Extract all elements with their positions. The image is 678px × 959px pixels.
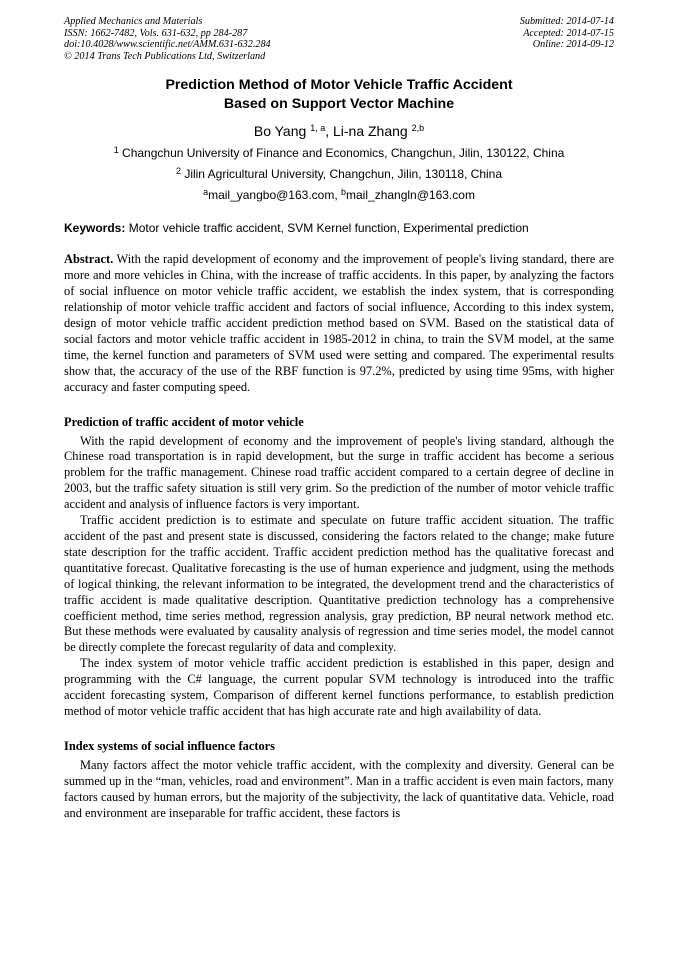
section2-paragraph-1: Many factors affect the motor vehicle traffic accident, with the complexity and diversity. General can be summed up in the “man, vehicles, road and environment”. Man in a traffic accident is even main factors, many factors caused by human errors, but the majority of the subjectivity, the lack of quantitative data. Vehicle, road and environment are inseparable for traffic accident, these factors is <box>64 757 614 820</box>
author-list <box>64 122 614 140</box>
journal-issn: ISSN: 1662-7482, Vols. 631-632, pp 284-287 <box>64 27 248 39</box>
abstract-text: With the rapid development of economy and the improvement of people's living standard, there are more and more vehicles in China, with the increase of traffic accidents. In this paper, by analyzing the factors of social influence on motor vehicle traffic accident, we establish the index system, that is corresponding relationship of motor vehicle traffic accident and factors of social influence, According to this index system, design of motor vehicle traffic accident prediction method based on SVM. Based on the statistical data of social factors and motor vehicle traffic accident in 1985-2012 in china, to train the SVM model, at the same time, the kernel function and parameters of SVM used were setting and compared. The experimental results show that, the accuracy of the use of the RBF function is 97.2%, predicted by using time 95ms, with higher accuracy and faster computing speed. <box>64 252 614 394</box>
keywords-text: Motor vehicle traffic accident, SVM Kernel function, Experimental prediction <box>125 221 529 236</box>
author-emails <box>64 188 614 203</box>
author-1-sup: 1, a <box>310 123 326 134</box>
journal-info <box>64 16 271 62</box>
keywords <box>64 221 614 236</box>
affiliation-2-text: Jilin Agricultural University, Changchun, Jilin, 130118, China <box>184 167 503 182</box>
email-b-sup: b <box>341 187 347 198</box>
keywords-label: Keywords: <box>64 221 126 236</box>
author-2-sup: 2,b <box>411 123 425 134</box>
email-a: mail_yangbo@163.com, <box>208 188 341 203</box>
journal-name: Applied Mechanics and Materials <box>64 16 203 27</box>
accepted-date: Accepted: 2014-07-15 <box>523 27 614 39</box>
submitted-date: Submitted: 2014-07-14 <box>519 16 614 27</box>
submission-dates <box>520 16 614 62</box>
author-separator: , <box>325 123 333 140</box>
title-line-2: Based on Support Vector Machine <box>223 96 455 113</box>
abstract <box>64 252 614 395</box>
author-2-name: Li-na Zhang <box>332 123 408 140</box>
abstract-label: Abstract. <box>64 252 114 267</box>
section-heading-prediction: Prediction of traffic accident of motor vehicle <box>64 414 304 429</box>
affiliation-1-text: Changchun University of Finance and Economics, Changchun, Jilin, 130122, China <box>122 146 565 161</box>
journal-copyright: © 2014 Trans Tech Publications Ltd, Switzerland <box>64 50 266 62</box>
paper-page <box>64 16 614 821</box>
section-heading-index-systems: Index systems of social influence factors <box>64 738 275 753</box>
affiliation-1-sup: 1 <box>113 145 119 156</box>
affiliation-1 <box>64 146 614 161</box>
affiliation-2 <box>64 167 614 182</box>
section1-paragraph-2: Traffic accident prediction is to estimate and speculate on future traffic accident situation. The traffic accident of the past and present state is discussed, considering the factors related to the change; make future state description for the traffic accident. Traffic accident prediction method has the qualitative forecast and quantitative forecast. Qualitative forecasting is the use of human experience and judgment, using the methods of logical thinking, the relevant information to be integrated, the development trend and the characteristics of traffic accident is made qualitative description. Quantitative prediction technology has a comprehensive coefficient method, time series method, regression analysis, gray prediction, BP neural network method etc. But these methods were evaluated by causality analysis of regression and time series model, the model cannot be directly complete the forecast regularity of data and complexity. <box>64 513 614 655</box>
online-date: Online: 2014-09-12 <box>532 39 614 51</box>
paper-title <box>64 76 614 114</box>
section1-paragraph-3: The index system of motor vehicle traffic accident prediction is established in this paper, design and programming with the C# language, the current popular SVM technology is introduced into the traffic accident forecasting system, Comparison of different kernel functions performance, to establish prediction method of motor vehicle traffic accident that has high accurate rate and high availability of data. <box>64 656 614 718</box>
journal-header <box>64 16 614 62</box>
author-1-name: Bo Yang <box>253 123 307 140</box>
title-line-1: Prediction Method of Motor Vehicle Traffic Accident <box>165 77 513 94</box>
email-a-sup: a <box>203 187 209 198</box>
affiliation-2-sup: 2 <box>175 166 181 177</box>
email-b: mail_zhangln@163.com <box>346 188 475 203</box>
journal-doi: doi:10.4028/www.scientific.net/AMM.631-632.284 <box>64 39 271 51</box>
section1-paragraph-1: With the rapid development of economy and the improvement of people's living standard, although the Chinese road transportation is in rapid development, but the surge in traffic accident has become a serious problem for the traffic management. Chinese road traffic accident compared to a certain degree of decline in 2003, but the traffic safety situation is still very grim. So the prediction of the number of motor vehicle traffic accident and analysis of influence factors is very important. <box>64 433 614 512</box>
